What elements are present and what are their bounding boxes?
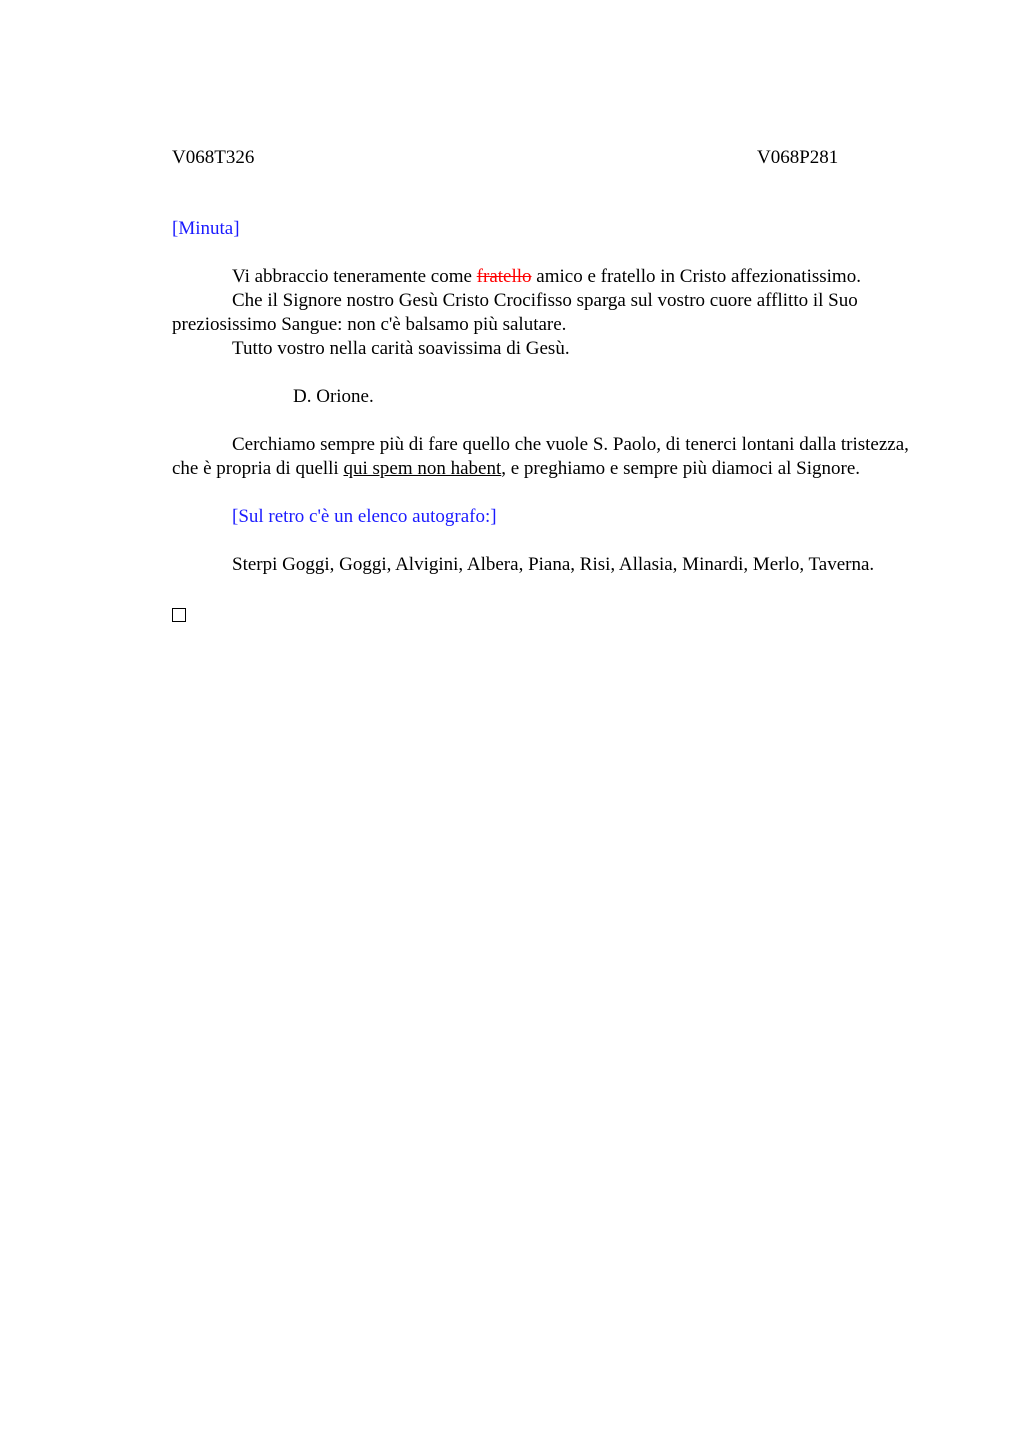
paragraph-postscript-start: Cerchiamo sempre più di fare quello che vuole S. Paolo, di tenerci lontani dalla tristezza, che è propria di quelli xyxy=(172,434,909,479)
paragraph-blessing: Che il Signore nostro Gesù Cristo Crocifisso sparga sul vostro cuore afflitto il Suo preziosissimo Sangue: non c'è balsamo più salutare. xyxy=(172,290,858,335)
paragraph-postscript xyxy=(172,433,932,481)
spacer xyxy=(172,241,932,265)
latin-quote: qui spem non habent xyxy=(343,458,502,479)
volume-text-code: V068T326 xyxy=(172,147,255,168)
spacer xyxy=(172,409,932,433)
retro-note: [Sul retro c'è un elenco autografo:] xyxy=(232,506,497,527)
names-list: Sterpi Goggi, Goggi, Alvigini, Albera, Piana, Risi, Allasia, Minardi, Merlo, Taverna. xyxy=(232,554,875,575)
letter-body xyxy=(172,217,932,629)
empty-square-icon xyxy=(172,608,186,622)
paragraph-embrace-start: Vi abbraccio teneramente come xyxy=(232,266,477,287)
paragraph-closing: Tutto vostro nella carità soavissima di Gesù. xyxy=(232,338,570,359)
end-mark xyxy=(172,601,932,629)
volume-page-code: V068P281 xyxy=(757,147,839,168)
spacer xyxy=(172,481,932,505)
minuta-label: [Minuta] xyxy=(172,218,240,239)
signature: D. Orione. xyxy=(293,386,374,407)
paragraph-postscript-end: , e preghiamo e sempre più diamoci al Signore. xyxy=(501,458,861,479)
spacer xyxy=(172,529,932,553)
spacer xyxy=(172,577,932,601)
paragraph-embrace xyxy=(172,265,932,289)
struck-word: fratello xyxy=(476,266,532,287)
paragraph-embrace-end: amico e fratello in Cristo affezionatissimo. xyxy=(531,266,861,287)
spacer xyxy=(172,361,932,385)
